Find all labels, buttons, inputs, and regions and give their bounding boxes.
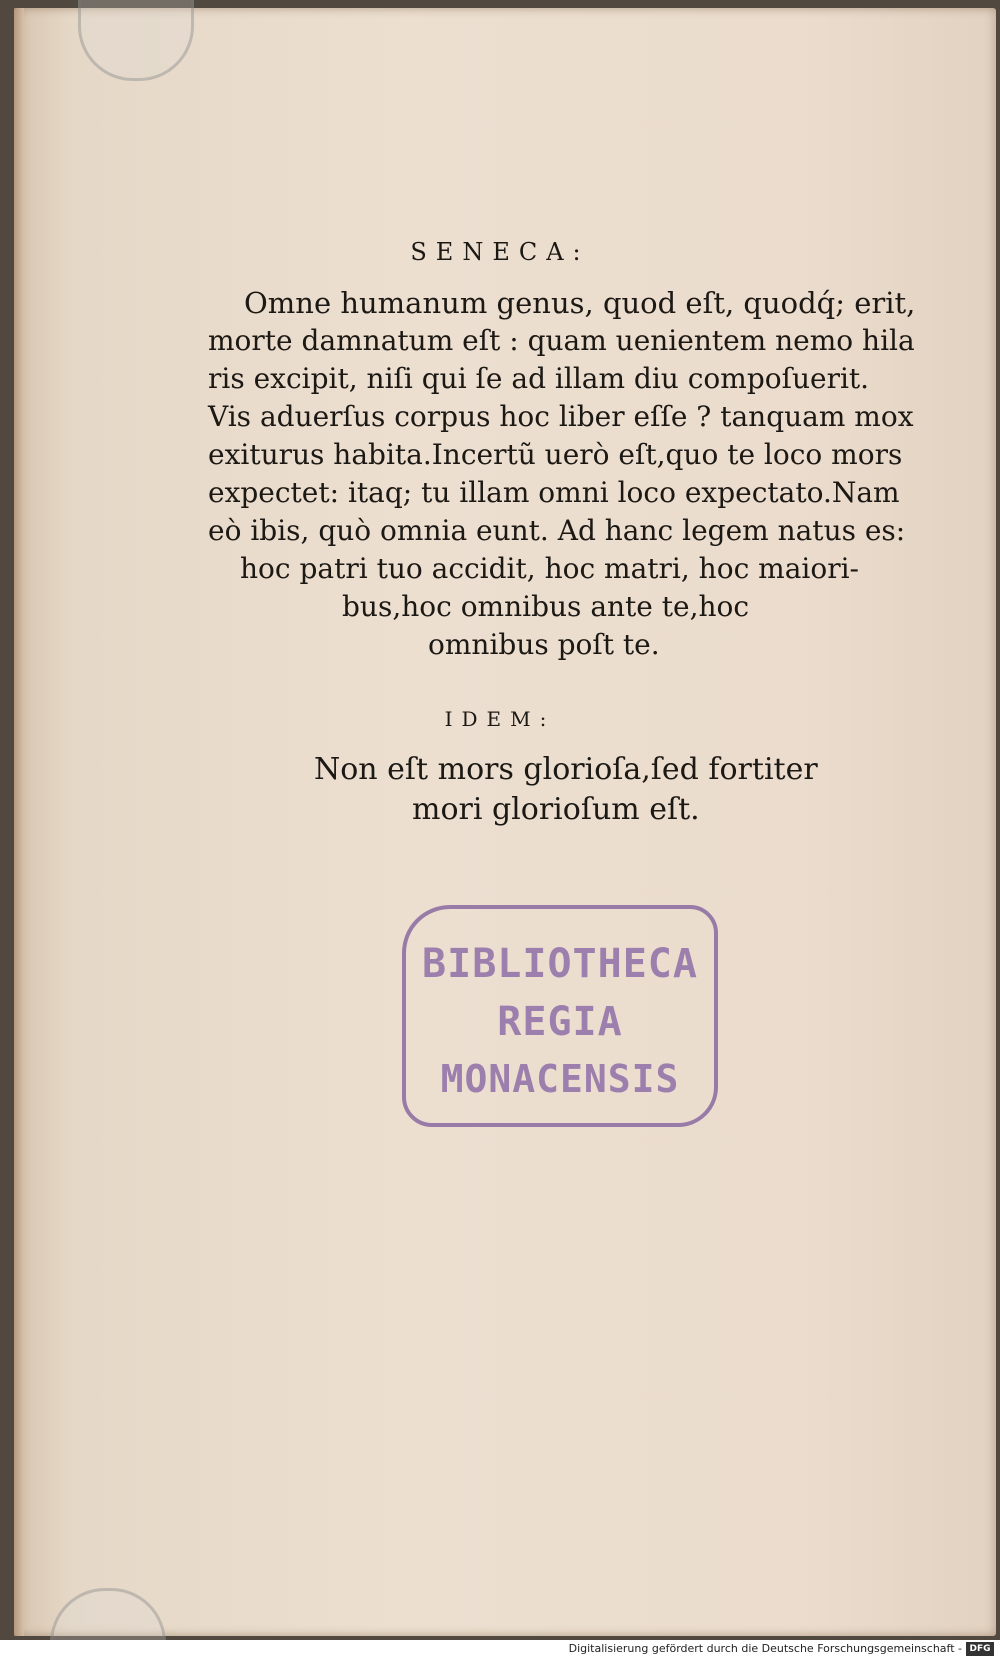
library-stamp [402, 905, 718, 1127]
text-line: ris excipit, niſi qui ſe ad illam diu compoſuerit. [208, 362, 870, 395]
text-line: Omne humanum genus, quod eſt, quodq́; erit, [244, 286, 916, 320]
text-line: Non eſt mors glorioſa,ſed fortiter [314, 752, 818, 787]
text-line: Vis aduerſus corpus hoc liber eſſe ? tanquam mox [208, 400, 914, 433]
text-line: eò ibis, quò omnia eunt. Ad hanc legem natus es: [208, 514, 906, 547]
text-line: exiturus habita.Incertũ uerò eſt,quo te loco mors [208, 438, 903, 471]
stamp-line-1: BIBLIOTHECA [422, 941, 698, 987]
text-line: hoc patri tuo accidit, hoc matri, hoc maiori- [240, 552, 860, 585]
text-line: omnibus poſt te. [428, 628, 660, 661]
text-line: morte damnatum eſt : quam uenientem nemo hila [208, 324, 915, 357]
show-through-text [370, 1140, 630, 1160]
footer-bar [0, 1640, 1000, 1659]
footer-credit: Digitalisierung gefördert durch die Deutsche Forschungsgemeinschaft - [568, 1642, 962, 1655]
stamp-line-3: MONACENSIS [440, 1057, 680, 1101]
heading-seneca: SENECA: [410, 238, 590, 266]
text-line: bus,hoc omnibus ante te,hoc [342, 590, 750, 623]
dfg-logo: DFG [966, 1642, 994, 1656]
stamp-line-2: REGIA [497, 999, 623, 1045]
text-line: mori glorioſum eſt. [412, 792, 700, 827]
text-line: expectet: itaq; tu illam omni loco expectato.Nam [208, 476, 900, 509]
heading-idem: IDEM: [444, 707, 556, 731]
